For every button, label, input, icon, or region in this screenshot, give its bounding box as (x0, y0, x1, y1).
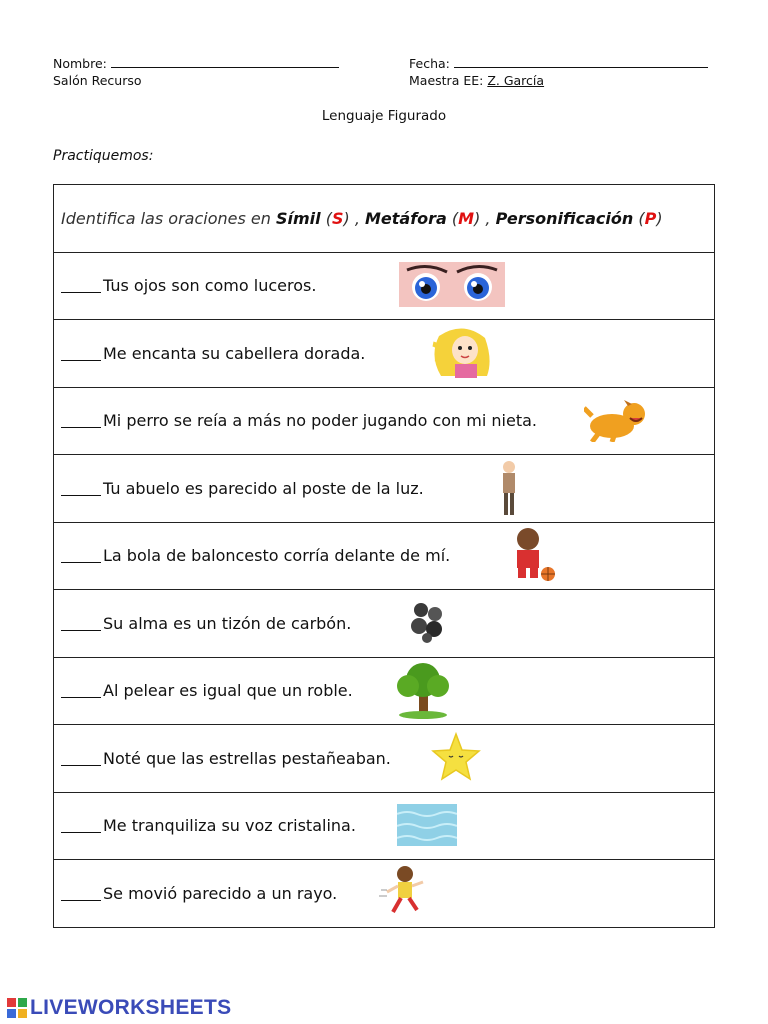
sentence-text: Me tranquiliza su voz cristalina. (103, 816, 356, 835)
sentence-text: Noté que las estrellas pestañeaban. (103, 748, 391, 768)
liveworksheets-logo-icon (6, 997, 28, 1019)
sentence-row (54, 253, 714, 321)
sentence-row (54, 793, 714, 861)
smiling-star-image (430, 730, 482, 784)
name-label: Nombre: (53, 56, 107, 71)
date-blank[interactable] (454, 56, 708, 68)
oak-tree-image (394, 660, 452, 720)
page-title: Lenguaje Figurado (321, 108, 447, 124)
sentence-text: La bola de baloncesto corría delante de mí. (103, 546, 451, 565)
footer-logo (6, 996, 231, 1020)
simil-term: Símil (275, 208, 321, 228)
instruction-text: Identifica las oraciones en Símil ( S ) , Metáfora ( M ) , Personificación ( P ) (61, 208, 663, 228)
answer-blank[interactable] (61, 413, 101, 428)
personificacion-term: Personificación (495, 208, 634, 228)
room-label: Salón Recurso (53, 73, 142, 88)
metafora-code: M (458, 208, 475, 228)
blonde-girl-image (429, 326, 495, 380)
sentence-row (54, 590, 714, 658)
instruction-row (54, 185, 714, 253)
date-label: Fecha: (409, 56, 450, 71)
personificacion-code: P (644, 208, 657, 228)
sentence-row (54, 860, 714, 927)
answer-blank[interactable] (61, 886, 101, 901)
answer-blank[interactable] (61, 346, 101, 361)
metafora-term: Metáfora (364, 208, 447, 228)
name-blank[interactable] (111, 56, 339, 68)
clear-water-image (397, 804, 457, 846)
teacher-name: Z. García (487, 73, 545, 88)
sentence-text: Tus ojos son como luceros. (103, 276, 317, 295)
answer-blank[interactable] (61, 481, 101, 496)
sentence-text: Tu abuelo es parecido al poste de la luz. (103, 478, 424, 498)
answer-blank[interactable] (61, 818, 101, 833)
running-boy-image (379, 864, 431, 918)
tall-grandfather-image (494, 459, 524, 517)
sentence-text: Al pelear es igual que un roble. (103, 681, 353, 700)
sentence-row (54, 725, 714, 793)
answer-blank[interactable] (61, 278, 101, 293)
answer-blank[interactable] (61, 751, 101, 766)
coal-image (409, 600, 449, 644)
sentence-row (54, 658, 714, 726)
sentence-text: Me encanta su cabellera dorada. (103, 343, 366, 363)
anime-eyes-image (399, 262, 505, 307)
sentence-row (54, 388, 714, 456)
answer-blank[interactable] (61, 616, 101, 631)
name-field (53, 56, 339, 72)
sentence-row (54, 523, 714, 591)
sentence-row (54, 455, 714, 523)
laughing-dog-image (584, 400, 650, 442)
footer-brand: LIVEWORKSHEETS (30, 996, 232, 1019)
answer-blank[interactable] (61, 548, 101, 563)
practice-label: Practiquemos: (53, 148, 154, 164)
worksheet-table (53, 184, 715, 928)
answer-blank[interactable] (61, 683, 101, 698)
teacher-label: Maestra EE: (409, 73, 484, 88)
date-field (409, 56, 708, 72)
sentence-row (54, 320, 714, 388)
sentence-text: Mi perro se reía a más no poder jugando con mi nieta. (103, 411, 537, 430)
simil-code: S (331, 208, 344, 228)
sentence-text: Se movió parecido a un rayo. (103, 883, 338, 903)
teacher-field (409, 73, 544, 89)
sentence-text: Su alma es un tizón de carbón. (103, 613, 352, 633)
basketball-player-image (508, 526, 558, 584)
